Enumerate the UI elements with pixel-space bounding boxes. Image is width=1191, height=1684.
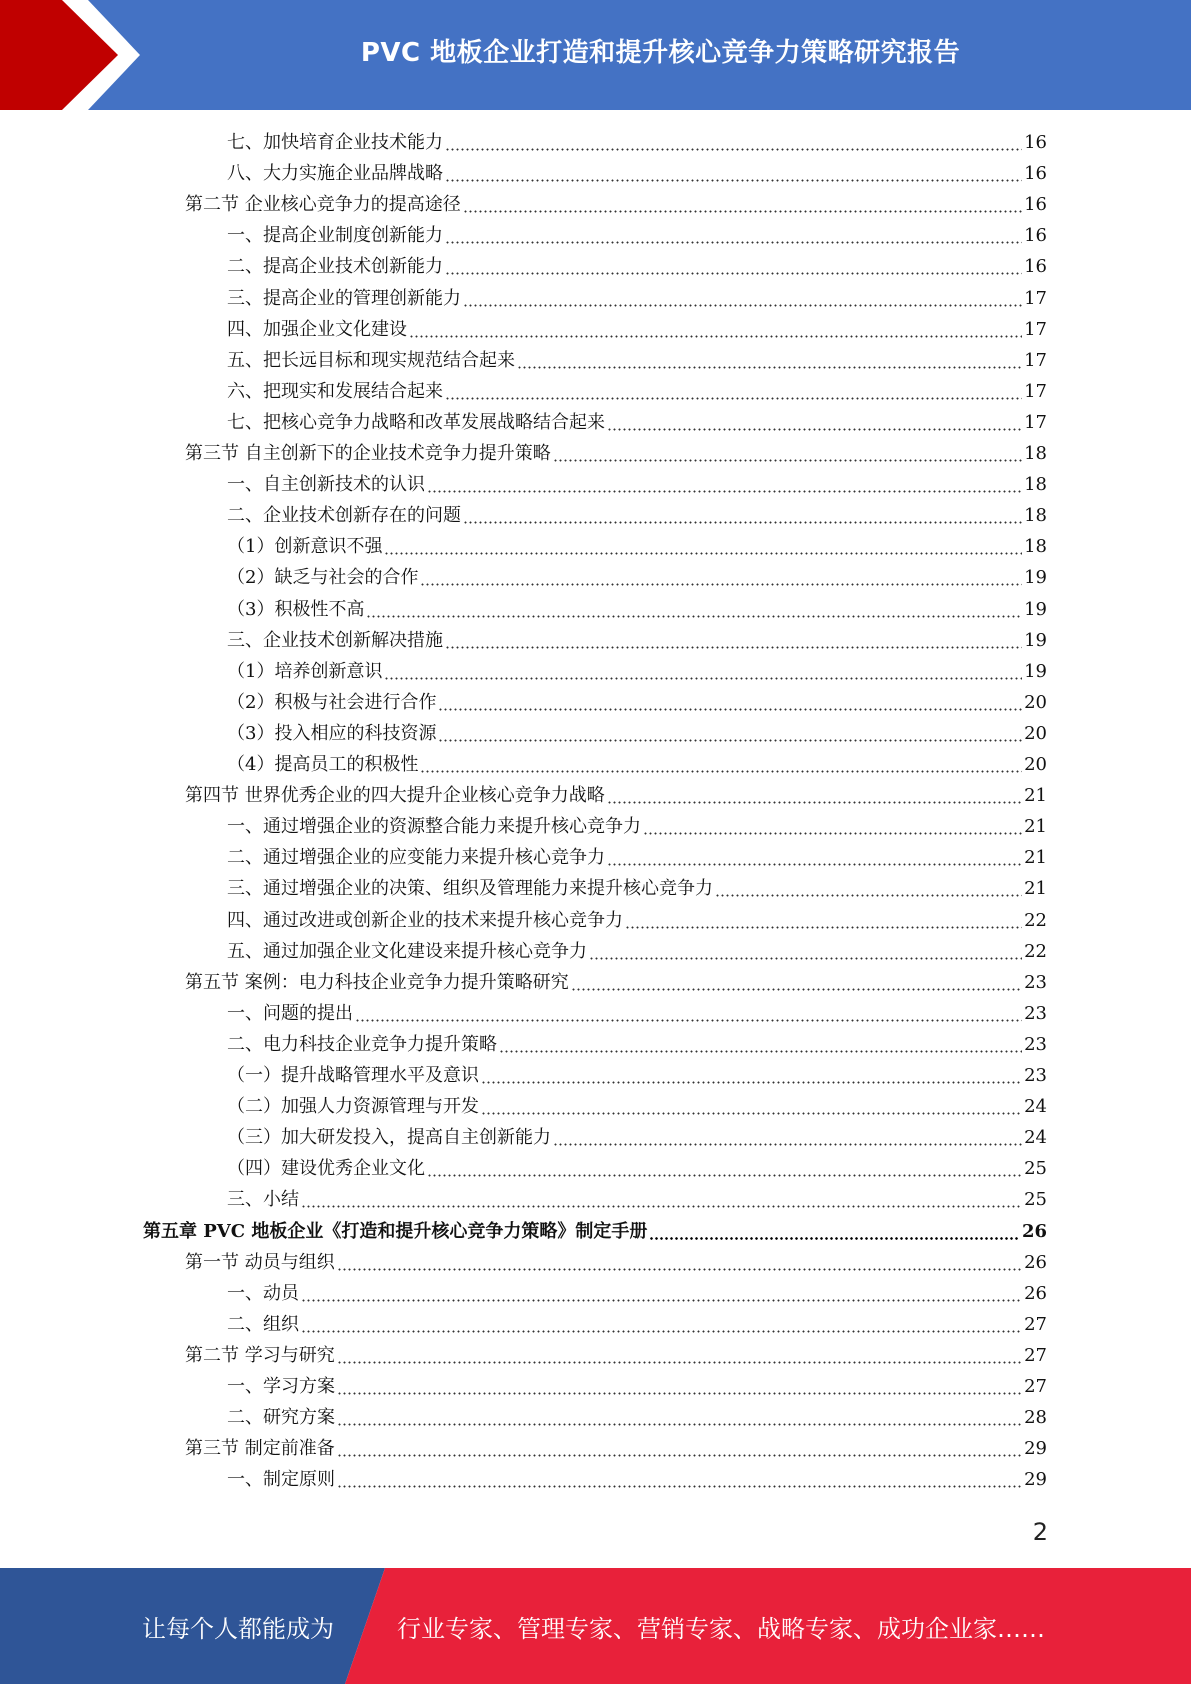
toc-entry-page: 26 [1024, 1251, 1047, 1273]
toc-entry[interactable] [227, 500, 1047, 531]
toc-entry-page: 16 [1024, 163, 1047, 185]
toc-dot-leader [301, 1309, 1022, 1340]
toc-dot-leader [607, 842, 1022, 873]
toc-entry-page: 21 [1024, 847, 1047, 869]
toc-entry-title: 第一节 动员与组织 [185, 1251, 335, 1273]
toc-entry-title: 七、加快培育企业技术能力 [227, 132, 443, 153]
toc-entry-page: 27 [1024, 1313, 1047, 1335]
toc-entry-title: 第四节 世界优秀企业的四大提升企业核心竞争力战略 [185, 785, 605, 807]
toc-entry-title: 一、提高企业制度创新能力 [227, 225, 443, 247]
toc-dot-leader [571, 967, 1022, 998]
toc-entry[interactable] [227, 1029, 1047, 1060]
toc-entry[interactable] [185, 1433, 1047, 1464]
toc-dot-leader [553, 1122, 1022, 1153]
toc-entry[interactable] [227, 811, 1047, 842]
toc-dot-leader [445, 625, 1022, 656]
toc-entry[interactable] [227, 376, 1047, 407]
toc-entry-title: 八、大力实施企业品牌战略 [227, 163, 443, 185]
toc-dot-leader [445, 251, 1022, 282]
toc-entry-page: 22 [1024, 909, 1047, 931]
toc-dot-leader [355, 998, 1022, 1029]
toc-entry-title: （二）加强人力资源管理与开发 [227, 1096, 479, 1118]
toc-dot-leader [589, 936, 1022, 967]
toc-entry[interactable] [227, 314, 1047, 345]
toc-dot-leader [481, 1091, 1022, 1122]
toc-dot-leader [337, 1340, 1022, 1371]
toc-entry-page: 18 [1024, 536, 1047, 558]
toc-entry-title: 第五章 PVC 地板企业《打造和提升核心竞争力策略》制定手册 [143, 1220, 648, 1242]
toc-dot-leader [337, 1247, 1022, 1278]
toc-entry[interactable] [227, 625, 1047, 656]
toc-dot-leader [517, 345, 1022, 376]
toc-entry-title: 第三节 自主创新下的企业技术竞争力提升策略 [185, 443, 551, 464]
toc-entry-page: 18 [1024, 505, 1047, 527]
header-arrow-icon [0, 0, 160, 110]
toc-entry[interactable] [227, 283, 1047, 314]
toc-entry-page: 19 [1024, 660, 1047, 682]
toc-entry[interactable] [185, 780, 1047, 811]
toc-entry[interactable] [227, 936, 1047, 967]
toc-dot-leader [438, 718, 1022, 749]
toc-entry-title: 二、企业技术创新存在的问题 [227, 505, 461, 527]
toc-entry[interactable] [227, 1402, 1047, 1433]
toc-entry-title: （3）积极性不高 [227, 598, 365, 620]
toc-entry-title: 一、动员 [227, 1282, 299, 1304]
toc-entry-title: 一、自主创新技术的认识 [227, 474, 425, 496]
toc-dot-leader [427, 469, 1022, 500]
toc-entry-page: 26 [1024, 1282, 1047, 1304]
toc-dot-leader [607, 780, 1022, 811]
toc-dot-leader [445, 376, 1022, 407]
toc-entry-page: 29 [1024, 1469, 1047, 1491]
toc-entry-title: （三）加大研发投入，提高自主创新能力 [227, 1127, 551, 1149]
toc-dot-leader [643, 811, 1022, 842]
footer-slogan-left: 让每个人都能成为 [142, 1614, 334, 1643]
toc-entry[interactable] [227, 1060, 1047, 1091]
toc-entry-title: 二、电力科技企业竞争力提升策略 [227, 1033, 497, 1055]
toc-entry-title: 第五节 案例：电力科技企业竞争力提升策略研究 [185, 971, 569, 993]
toc-dot-leader [445, 127, 1022, 158]
toc-entry[interactable] [227, 251, 1047, 282]
toc-entry-title: 七、把核心竞争力战略和改革发展战略结合起来 [227, 411, 605, 433]
toc-entry-page: 29 [1024, 1438, 1047, 1460]
toc-entry-page: 21 [1024, 878, 1047, 900]
toc-entry[interactable] [227, 1464, 1047, 1495]
toc-entry[interactable] [227, 687, 1047, 718]
toc-entry[interactable] [227, 718, 1047, 749]
toc-entry[interactable] [227, 469, 1047, 500]
toc-dot-leader [463, 189, 1022, 220]
toc-dot-leader [409, 314, 1022, 345]
toc-dot-leader [438, 687, 1022, 718]
toc-entry-page: 19 [1024, 598, 1047, 620]
toc-entry-page: 26 [1021, 1220, 1047, 1242]
toc-entry-title: 五、把长远目标和现实规范结合起来 [227, 349, 515, 371]
toc-dot-leader [384, 656, 1022, 687]
toc-entry-title: （4）提高员工的积极性 [227, 754, 419, 775]
toc-entry-page: 27 [1024, 1376, 1047, 1397]
toc-dot-leader [427, 1153, 1022, 1184]
toc-entry-title: 一、学习方案 [227, 1376, 335, 1397]
toc-entry-page: 21 [1024, 785, 1047, 807]
toc-entry-page: 18 [1024, 474, 1047, 496]
toc-entry-title: 三、提高企业的管理创新能力 [227, 287, 461, 309]
toc-entry-title: （四）建设优秀企业文化 [227, 1158, 425, 1180]
toc-entry-page: 23 [1024, 1002, 1047, 1024]
toc-entry-page: 27 [1024, 1344, 1047, 1366]
toc-entry-title: 一、通过增强企业的资源整合能力来提升核心竞争力 [227, 816, 641, 838]
toc-entry[interactable] [227, 1153, 1047, 1184]
toc-entry-page: 16 [1024, 256, 1047, 278]
toc-entry[interactable] [227, 1371, 1047, 1402]
toc-entry-page: 24 [1024, 1127, 1047, 1149]
toc-dot-leader [337, 1402, 1022, 1433]
toc-entry-page: 16 [1024, 225, 1047, 247]
toc-entry-page: 20 [1024, 754, 1047, 775]
toc-entry-title: 第二节 企业核心竞争力的提高途径 [185, 194, 461, 216]
toc-entry[interactable] [185, 189, 1047, 220]
toc-entry[interactable] [143, 1216, 1047, 1247]
toc-entry-page: 16 [1024, 194, 1047, 216]
toc-entry[interactable] [227, 531, 1047, 562]
toc-entry-title: 二、通过增强企业的应变能力来提升核心竞争力 [227, 847, 605, 869]
toc-entry-title: 三、小结 [227, 1189, 299, 1211]
toc-entry-title: （3）投入相应的科技资源 [227, 722, 437, 744]
toc-entry[interactable] [227, 1309, 1047, 1340]
toc-entry-title: 三、通过增强企业的决策、组织及管理能力来提升核心竞争力 [227, 878, 713, 900]
toc-entry-page: 28 [1024, 1407, 1047, 1429]
toc-entry-title: （2）缺乏与社会的合作 [227, 567, 419, 589]
toc-entry[interactable] [227, 594, 1047, 625]
toc-entry[interactable] [227, 1278, 1047, 1309]
toc-dot-leader [463, 283, 1022, 314]
toc-dot-leader [420, 562, 1022, 593]
toc-entry-title: 一、问题的提出 [227, 1002, 353, 1024]
toc-entry-page: 19 [1024, 629, 1047, 651]
toc-entry[interactable] [227, 1091, 1047, 1122]
toc-entry[interactable] [227, 345, 1047, 376]
toc-dot-leader [445, 220, 1022, 251]
toc-entry[interactable] [227, 656, 1047, 687]
toc-entry-title: 四、加强企业文化建设 [227, 318, 407, 340]
toc-dot-leader [715, 873, 1022, 904]
toc-entry-title: 第三节 制定前准备 [185, 1438, 335, 1460]
toc-entry-page: 17 [1024, 411, 1047, 433]
toc-dot-leader [337, 1464, 1022, 1495]
toc-entry-title: 四、通过改进或创新企业的技术来提升核心竞争力 [227, 909, 623, 931]
toc-dot-leader [445, 158, 1022, 189]
toc-entry-title: （1）培养创新意识 [227, 660, 383, 682]
page-number: 2 [1032, 1518, 1048, 1546]
toc-entry-title: 一、制定原则 [227, 1469, 335, 1491]
toc-entry-page: 23 [1024, 1033, 1047, 1055]
toc-entry-page: 21 [1024, 816, 1047, 838]
toc-entry[interactable] [227, 127, 1047, 158]
toc-entry[interactable] [227, 562, 1047, 593]
toc-entry-page: 24 [1024, 1096, 1047, 1118]
toc-entry-page: 17 [1024, 318, 1047, 340]
page-footer [0, 1568, 1191, 1684]
toc-dot-leader [481, 1060, 1022, 1091]
toc-dot-leader [384, 531, 1022, 562]
toc-entry-title: （2）积极与社会进行合作 [227, 691, 437, 713]
toc-entry-page: 23 [1024, 1065, 1047, 1086]
toc-entry[interactable] [227, 905, 1047, 936]
toc-entry[interactable] [185, 1340, 1047, 1371]
toc-entry-page: 17 [1024, 349, 1047, 371]
toc-entry-page: 22 [1024, 940, 1047, 962]
toc-dot-leader [301, 1184, 1022, 1215]
toc-entry-title: 六、把现实和发展结合起来 [227, 380, 443, 402]
toc-entry-title: （1）创新意识不强 [227, 536, 383, 558]
toc-entry[interactable] [227, 1184, 1047, 1215]
toc-entry[interactable] [185, 438, 1047, 469]
toc-entry-page: 19 [1024, 567, 1047, 589]
toc-entry-page: 18 [1024, 443, 1047, 464]
toc-entry[interactable] [227, 158, 1047, 189]
toc-entry-title: 三、企业技术创新解决措施 [227, 629, 443, 651]
toc-entry[interactable] [185, 967, 1047, 998]
toc-entry[interactable] [227, 842, 1047, 873]
toc-dot-leader [649, 1216, 1020, 1247]
toc-entry-page: 17 [1024, 287, 1047, 309]
toc-entry[interactable] [227, 749, 1047, 780]
toc-entry-title: （一）提升战略管理水平及意识 [227, 1065, 479, 1086]
toc-dot-leader [366, 594, 1022, 625]
toc-entry[interactable] [227, 220, 1047, 251]
toc-entry-title: 五、通过加强企业文化建设来提升核心竞争力 [227, 940, 587, 962]
toc-entry-page: 23 [1024, 971, 1047, 993]
document-title: PVC 地板企业打造和提升核心竞争力策略研究报告 [360, 37, 961, 68]
toc-dot-leader [301, 1278, 1022, 1309]
toc-entry-title: 二、组织 [227, 1313, 299, 1335]
toc-entry-page: 25 [1024, 1158, 1047, 1180]
page-header [0, 0, 1191, 110]
toc-entry[interactable] [227, 873, 1047, 904]
toc-entry-page: 17 [1024, 380, 1047, 402]
footer-slogan-right: 行业专家、管理专家、营销专家、战略专家、成功企业家…… [397, 1614, 1045, 1643]
toc-entry[interactable] [227, 1122, 1047, 1153]
toc-entry-title: 二、提高企业技术创新能力 [227, 256, 443, 278]
toc-dot-leader [463, 500, 1022, 531]
toc-dot-leader [625, 905, 1022, 936]
toc-entry-title: 二、研究方案 [227, 1407, 335, 1429]
toc-entry[interactable] [227, 407, 1047, 438]
toc-entry[interactable] [227, 998, 1047, 1029]
toc-entry-page: 25 [1024, 1189, 1047, 1211]
toc-entry-page: 16 [1024, 132, 1047, 153]
toc-dot-leader [337, 1433, 1022, 1464]
toc-entry-page: 20 [1024, 722, 1047, 744]
toc-entry-page: 20 [1024, 691, 1047, 713]
toc-dot-leader [607, 407, 1022, 438]
toc-dot-leader [499, 1029, 1022, 1060]
toc-entry[interactable] [185, 1247, 1047, 1278]
toc-dot-leader [337, 1371, 1022, 1402]
toc-dot-leader [553, 438, 1022, 469]
toc-dot-leader [420, 749, 1022, 780]
toc-entry-title: 第二节 学习与研究 [185, 1344, 335, 1366]
